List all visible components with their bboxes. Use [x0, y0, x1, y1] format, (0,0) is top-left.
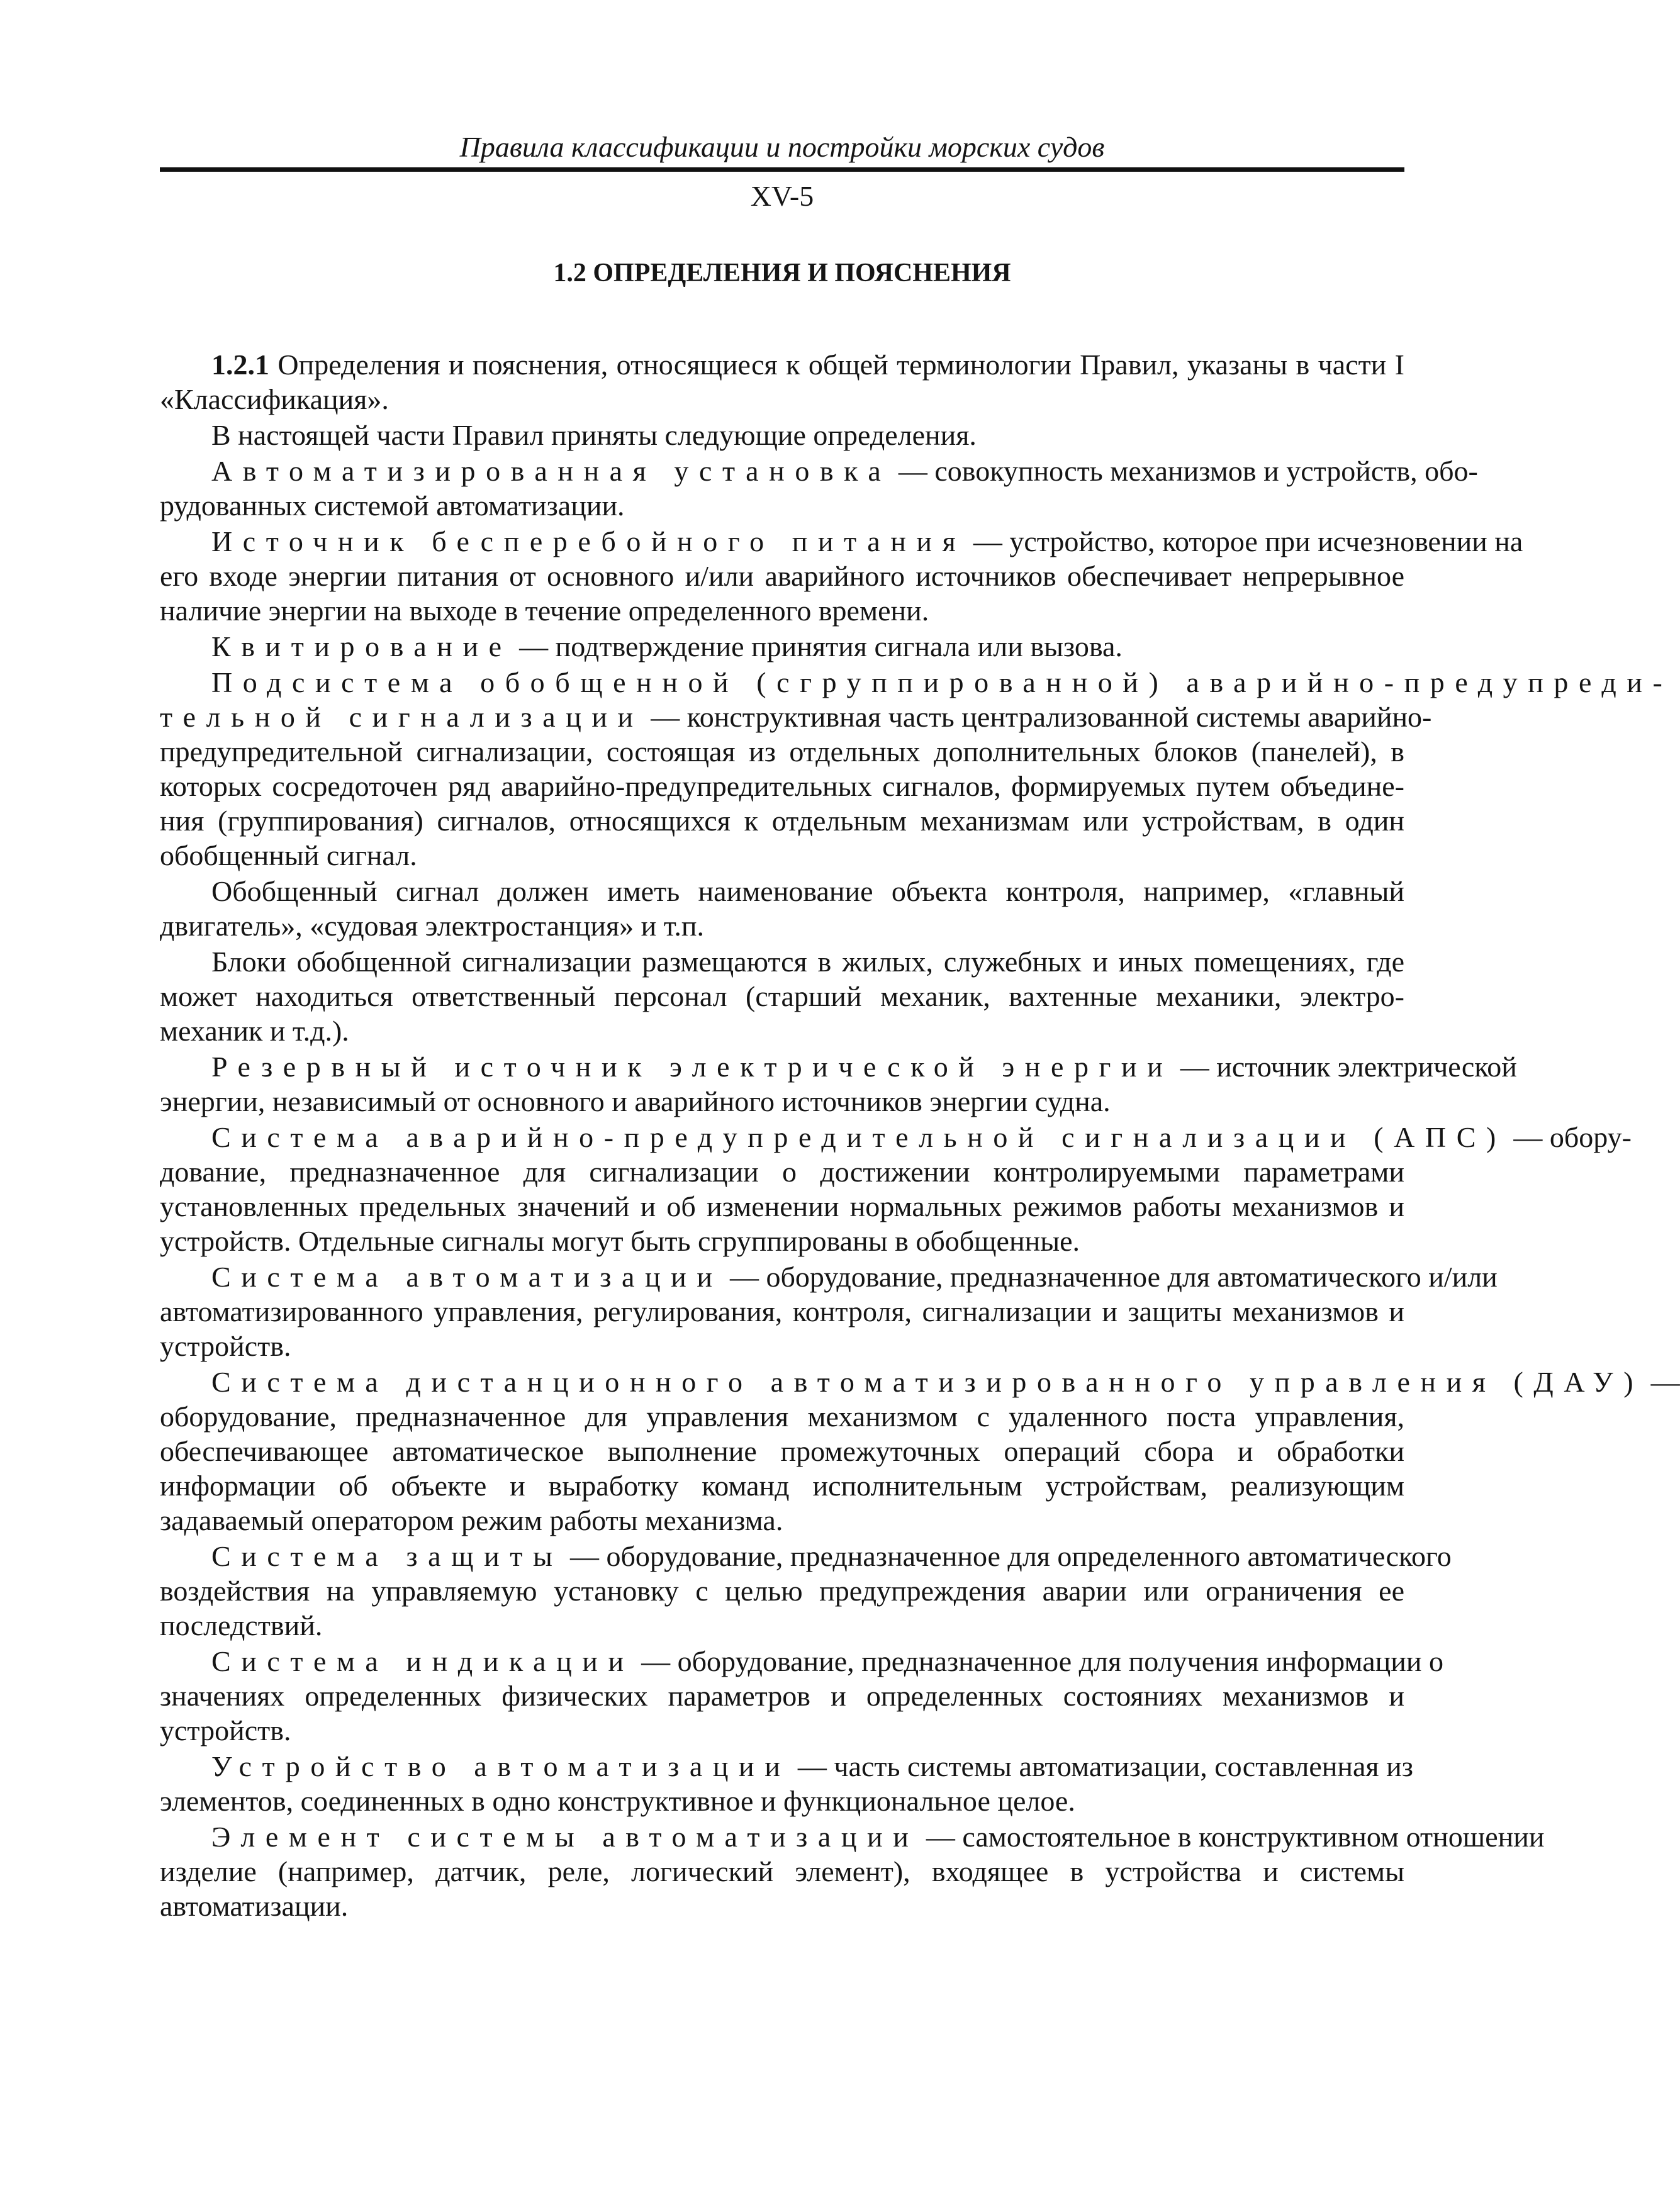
paragraph-grouped-blocks — [160, 944, 1404, 1048]
paragraph-grouped-signal — [160, 874, 1404, 943]
paragraph-intro — [160, 418, 1404, 452]
text-line: установленных предельных значений и об изменении нормальных режимов работы механизмов и — [160, 1190, 1404, 1222]
text-line: Система дистанционного автоматизированного управления (ДАУ) — — [211, 1366, 1680, 1398]
text-line: устройств. — [160, 1714, 291, 1746]
defined-term: Квитирование — [211, 630, 512, 662]
definition-acknowledgement — [160, 629, 1404, 664]
text-line: предупредительной сигнализации, состоящая из отдельных дополнительных блоков (панелей), в — [160, 735, 1404, 768]
text-line: устройств. — [160, 1330, 291, 1362]
definition-indication-system — [160, 1644, 1443, 1748]
defined-term: Источник бесперебойного питания — [211, 525, 966, 557]
defined-term: тельной сигнализации — [160, 701, 644, 733]
defined-term: Автоматизированная установка — [211, 455, 892, 487]
text-line: которых сосредоточен ряд аварийно-предупредительных сигналов, формируемых путем объедине- — [160, 770, 1404, 802]
text-line: Элемент системы автоматизации — самостоятельное в конструктивном отношении — [211, 1821, 1545, 1853]
defined-term: Резервный источник электрической энергии — [211, 1051, 1173, 1083]
text-line: Система аварийно-предупредительной сигнализации (АПС) — обору- — [211, 1121, 1632, 1153]
defined-term: Система автоматизации — [211, 1261, 723, 1293]
text-line: механик и т.д.). — [160, 1015, 349, 1047]
defined-term: Система индикации — [211, 1645, 634, 1677]
definition-protection-system — [160, 1539, 1452, 1643]
text-line: Блоки обобщенной сигнализации размещаются в жилых, служебных и иных помещениях, где — [211, 946, 1404, 978]
defined-term: Система защиты — [211, 1540, 563, 1572]
definition-grouped-alarm-subsystem — [160, 665, 1673, 873]
text-line: В настоящей части Правил приняты следующие определения. — [211, 419, 977, 451]
text-line: энергии, независимый от основного и аварийного источников энергии судна. — [160, 1085, 1111, 1117]
definition-ups — [160, 524, 1523, 628]
text-line: оборудование, предназначенное для управления механизмом с удаленного поста управления, — [160, 1400, 1404, 1433]
text-line: Устройство автоматизации — часть системы автоматизации, составленная из — [211, 1750, 1413, 1782]
paragraph-1-2-1 — [160, 347, 1404, 416]
text-line — [160, 665, 1673, 700]
text-line: устройств. Отдельные сигналы могут быть сгруппированы в обобщенные. — [160, 1225, 1080, 1257]
definition-alarm-system — [160, 1120, 1632, 1258]
text-line: обобщенный сигнал. — [160, 839, 417, 871]
definition-automation-element — [160, 1819, 1545, 1923]
defined-term: Элемент системы автоматизации — [211, 1821, 919, 1853]
text-line: автоматизированного управления, регулирования, контроля, сигнализации и защиты механизмов и — [160, 1295, 1404, 1327]
text-line: Резервный источник электрической энергии — источник электрической — [211, 1051, 1517, 1083]
text-line: значениях определенных физических параметров и определенных состояниях механизмов и — [160, 1680, 1404, 1712]
section-title: 1.2 ОПРЕДЕЛЕНИЯ И ПОЯСНЕНИЯ — [553, 259, 1011, 288]
text-line: задаваемый оператором режим работы механизма. — [160, 1504, 783, 1536]
text-line: последствий. — [160, 1609, 323, 1641]
definition-automation-system — [160, 1260, 1498, 1363]
defined-term: Подсистема обобщенной (сгруппированной) аварийно-предупреди- — [211, 666, 1673, 698]
text-line: «Классификация». — [160, 383, 389, 415]
text-line: 1.2.1 Определения и пояснения, относящиеся к общей терминологии Правил, указаны в части I — [211, 349, 1404, 381]
defined-term: Система аварийно-предупредительной сигнализации (АПС) — [211, 1121, 1506, 1153]
text-line: обеспечивающее автоматическое выполнение промежуточных операций сбора и обработки — [160, 1435, 1404, 1467]
defined-term: Устройство автоматизации — [211, 1750, 791, 1782]
header-rule — [160, 167, 1404, 172]
text-line: изделие (например, датчик, реле, логический элемент), входящее в устройства и системы — [160, 1855, 1404, 1887]
text-line: рудованных системой автоматизации. — [160, 489, 625, 522]
text-line: дование, предназначенное для сигнализации о достижении контролируемыми параметрами — [160, 1156, 1404, 1188]
text-line: элементов, соединенных в одно конструктивное и функциональное целое. — [160, 1785, 1075, 1817]
document-body — [160, 347, 1680, 1925]
definition-automation-device — [160, 1749, 1413, 1818]
page-number: XV-5 — [750, 180, 814, 212]
text-line: Система индикации — оборудование, предназначенное для получения информации о — [211, 1645, 1443, 1677]
text-line: двигатель», «судовая электростанция» и т.п. — [160, 910, 705, 942]
text-line: наличие энергии на выходе в течение определенного времени. — [160, 595, 929, 627]
text-line: автоматизации. — [160, 1890, 349, 1922]
text-line: воздействия на управляемую установку с целью предупреждения аварии или ограничения ее — [160, 1575, 1404, 1607]
text-line: Система автоматизации — оборудование, предназначенное для автоматического и/или — [211, 1261, 1498, 1293]
text-line: его входе энергии питания от основного и/или аварийного источников обеспечивает непрерывное — [160, 560, 1404, 592]
text-line: может находиться ответственный персонал (старший механик, вахтенные механики, электро- — [160, 980, 1404, 1012]
definition-remote-control-system — [160, 1365, 1680, 1538]
text-line: Квитирование — подтверждение принятия сигнала или вызова. — [211, 630, 1123, 662]
definition-reserve-power-source — [160, 1049, 1517, 1119]
text-line: информации об объекте и выработку команд исполнительным устройствам, реализующим — [160, 1470, 1404, 1502]
text-line: ния (группирования) сигналов, относящихся к отдельным механизмам или устройствам, в один — [160, 805, 1404, 837]
clause-number: 1.2.1 — [211, 349, 269, 381]
running-header: Правила классификации и постройки морских судов — [459, 131, 1105, 163]
defined-term: Система дистанционного автоматизированного управления (ДАУ) — [211, 1366, 1644, 1398]
text-line: Обобщенный сигнал должен иметь наименование объекта контроля, например, «главный — [211, 875, 1404, 907]
text-line: Система защиты — оборудование, предназначенное для определенного автоматического — [211, 1540, 1452, 1572]
text-line: Источник бесперебойного питания — устройство, которое при исчезновении на — [211, 525, 1523, 557]
text-line: тельной сигнализации — конструктивная часть централизованной системы аварийно- — [160, 701, 1432, 733]
definition-automated-installation — [160, 454, 1478, 523]
text-line: Автоматизированная установка — совокупность механизмов и устройств, обо- — [211, 455, 1478, 487]
